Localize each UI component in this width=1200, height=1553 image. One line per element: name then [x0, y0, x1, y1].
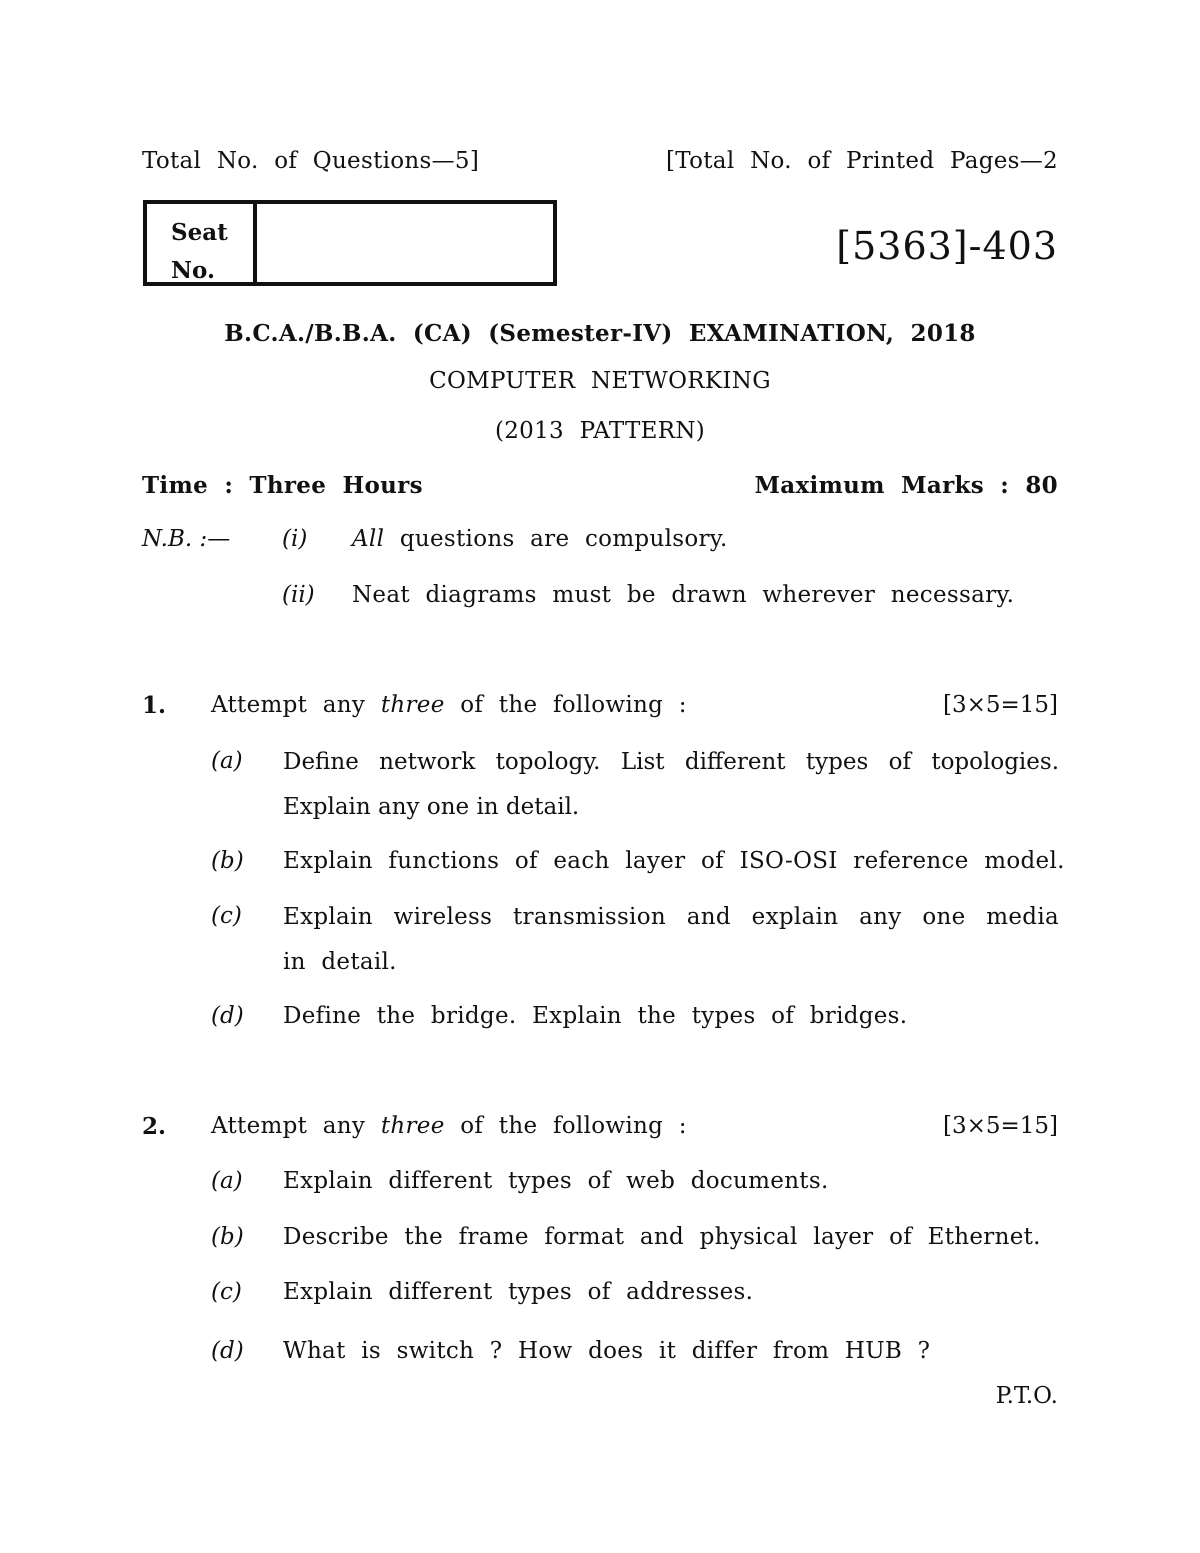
- sub-question-text: Explain functions of each layer of ISO-OSI reference model.: [283, 848, 1065, 874]
- sub-question-text: Define the bridge. Explain the types of bridges.: [283, 1003, 908, 1029]
- pattern-label: (2013 PATTERN): [494, 418, 706, 444]
- question-number: 1.: [142, 692, 167, 719]
- question-heading: [211, 692, 687, 718]
- sub-question-text: Describe the frame format and physical layer of Ethernet.: [283, 1224, 1041, 1250]
- sub-question-text: Define network topology. List different types of topologies. Explain any one in detail.: [283, 749, 1059, 820]
- maximum-marks: Maximum Marks : 80: [754, 472, 1058, 499]
- sub-question-number: (b): [211, 848, 244, 874]
- time-allowed: Time : Three Hours: [142, 472, 423, 499]
- seat-label-line2: No.: [171, 257, 215, 284]
- sub-question-text: Explain wireless transmission and explain any one media in detail.: [283, 904, 1059, 975]
- please-turn-over: P.T.O.: [995, 1383, 1058, 1409]
- heading-text: Attempt any: [211, 692, 381, 718]
- nb-label: N.B. :—: [142, 526, 231, 552]
- sub-question-number: (d): [211, 1338, 244, 1364]
- sub-question-number: (c): [211, 903, 242, 929]
- heading-text: Attempt any: [211, 1113, 381, 1139]
- sub-question-number: (d): [211, 1003, 244, 1029]
- heading-text: of the following :: [444, 1113, 687, 1139]
- sub-question-number: (a): [211, 748, 243, 774]
- sub-question-number: (c): [211, 1279, 242, 1305]
- total-printed-pages: [Total No. of Printed Pages—2: [665, 148, 1058, 174]
- seat-label-line1: Seat: [171, 219, 228, 246]
- sub-question-number: (b): [211, 1224, 244, 1250]
- nb-item-text: [352, 526, 728, 552]
- question-marks: [3×5=15]: [942, 1113, 1058, 1139]
- seat-label: [171, 214, 228, 290]
- heading-text: of the following :: [444, 692, 687, 718]
- sub-question-text: Explain different types of web documents.: [283, 1168, 829, 1194]
- question-marks: [3×5=15]: [942, 692, 1058, 718]
- sub-question-number: (a): [211, 1168, 243, 1194]
- total-questions: Total No. of Questions—5]: [142, 148, 480, 174]
- seat-box-divider: [253, 204, 257, 282]
- nb-item-number: (i): [282, 526, 308, 552]
- question-heading: [211, 1113, 687, 1139]
- exam-title: B.C.A./B.B.A. (CA) (Semester-IV) EXAMINATION, 2018: [224, 320, 976, 347]
- seat-number-box: [143, 200, 557, 286]
- nb-item-number: (ii): [282, 582, 315, 608]
- heading-emphasis: three: [380, 1113, 445, 1139]
- heading-emphasis: three: [380, 692, 445, 718]
- paper-code: [5363]-403: [836, 224, 1058, 268]
- sub-question-text: What is switch ? How does it differ from HUB ?: [283, 1338, 931, 1364]
- question-number: 2.: [142, 1113, 167, 1140]
- nb-item-text: Neat diagrams must be drawn wherever necessary.: [352, 582, 1015, 608]
- nb-item-rest: questions are compulsory.: [384, 526, 728, 552]
- nb-item-emphasis: All: [352, 526, 385, 552]
- sub-question-text: Explain different types of addresses.: [283, 1279, 754, 1305]
- subject-title: COMPUTER NETWORKING: [429, 368, 771, 394]
